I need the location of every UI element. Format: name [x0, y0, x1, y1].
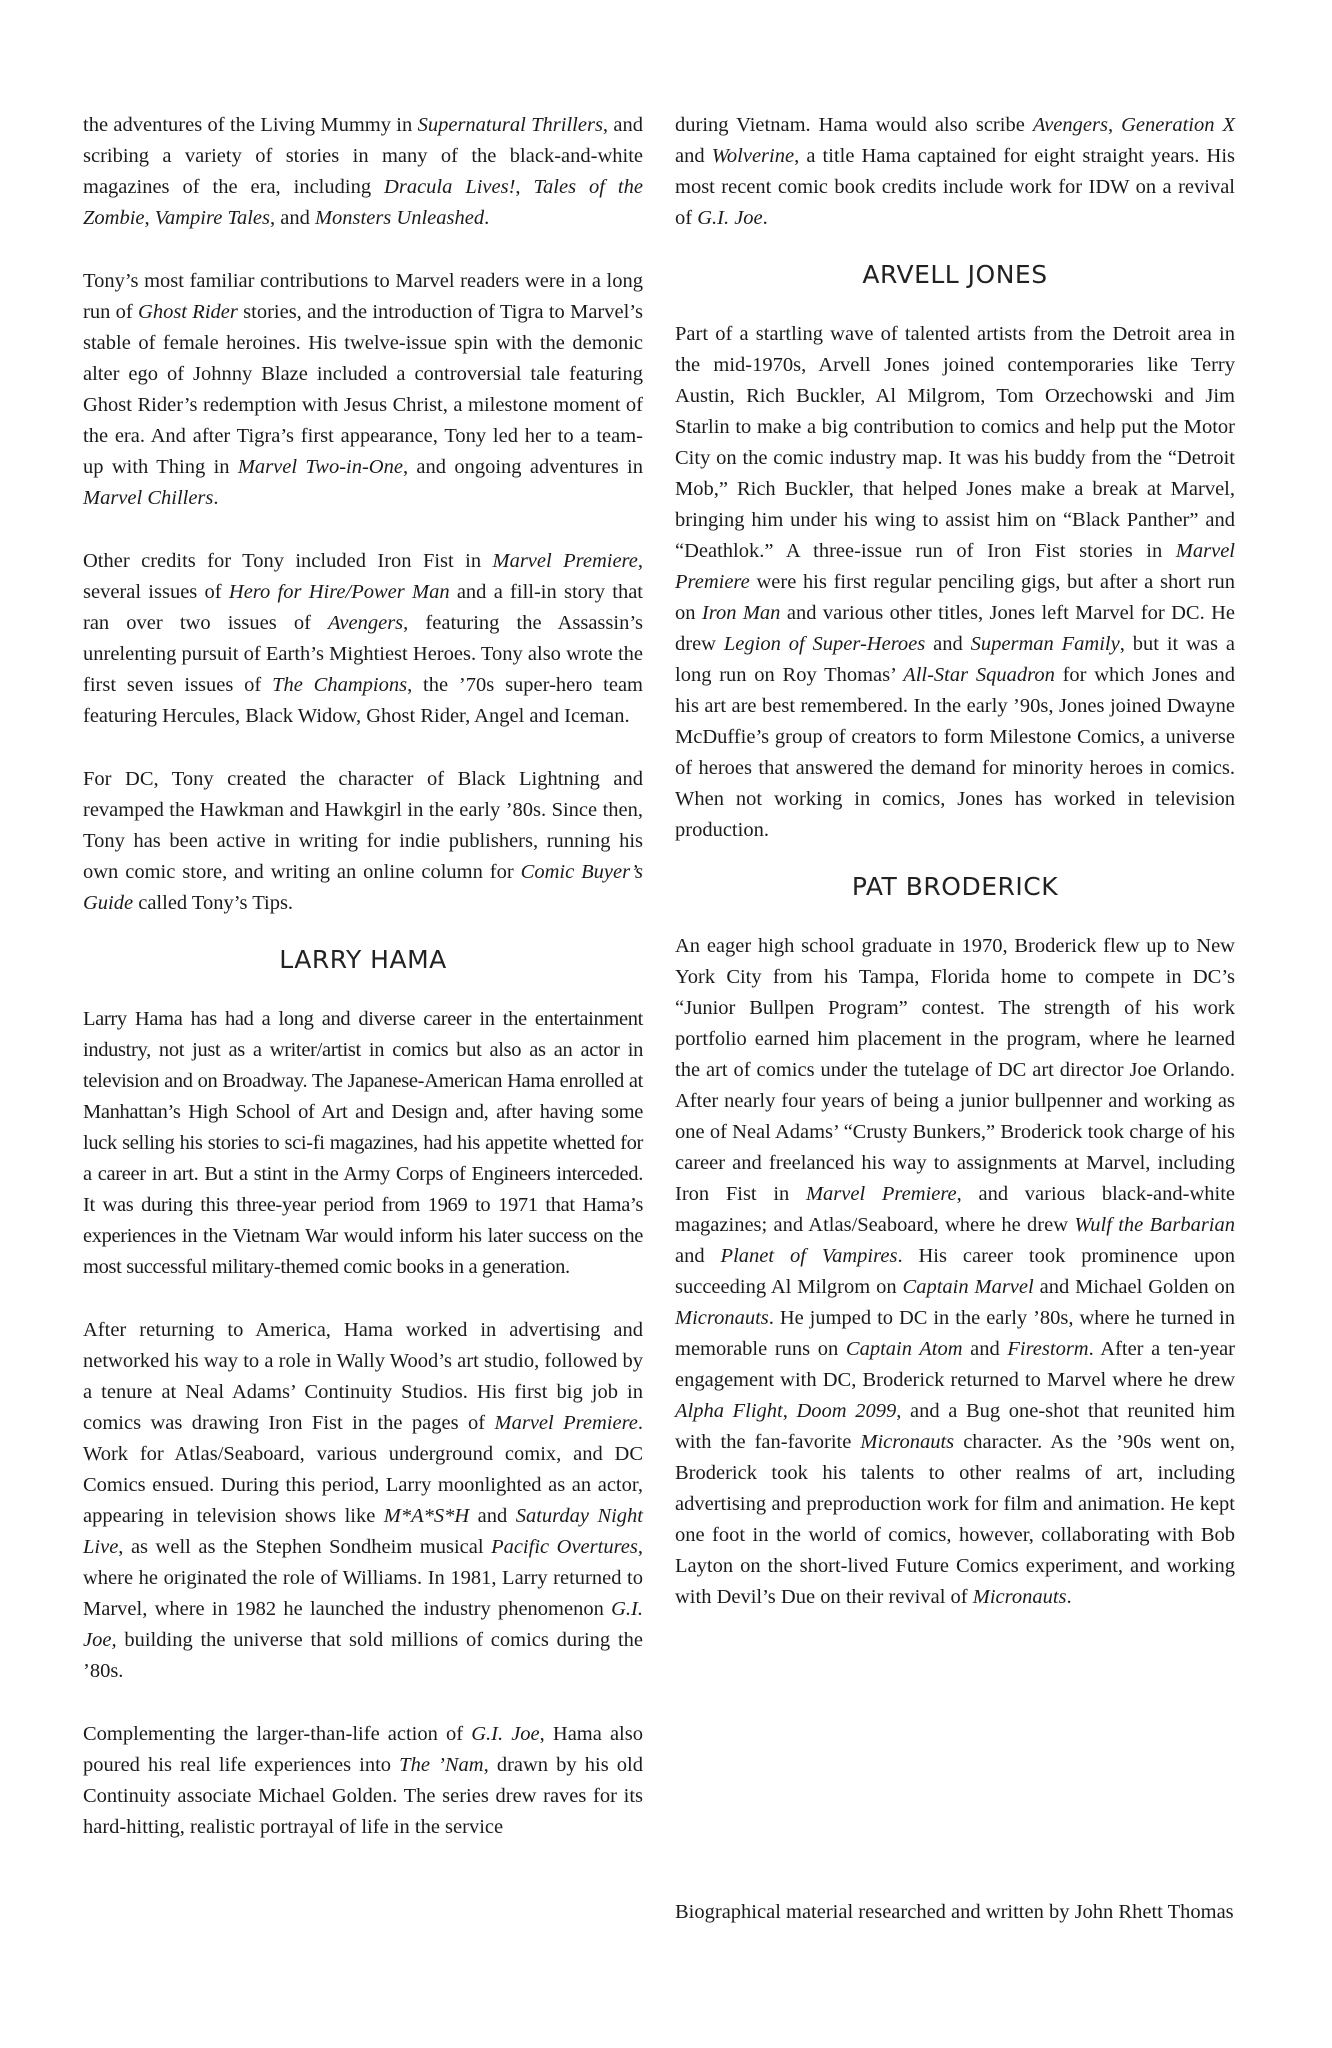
- text-run: . He jumped to DC in the early ’80s, where he turned in memorable runs on: [675, 1307, 1235, 1360]
- text-run: ,: [1107, 114, 1122, 136]
- text-run: , a title Hama captained for eight straight years. His most recent comic book credits include work for IDW on a revival of: [675, 145, 1235, 229]
- text-run: , but it was a long run on Roy Thomas’: [675, 633, 1235, 686]
- italic-title: Iron Man: [701, 602, 781, 624]
- italic-title: Dracula Lives!: [384, 176, 516, 198]
- italic-title: Hero for Hire/Power Man: [228, 581, 450, 603]
- text-run: .: [484, 207, 490, 229]
- italic-title: Ghost Rider: [138, 301, 238, 323]
- italic-title: G.I. Joe: [471, 1723, 540, 1745]
- italic-title: Firestorm: [1007, 1338, 1089, 1360]
- text-run: Complementing the larger-than-life action of: [83, 1723, 472, 1745]
- paragraph-hama-vietnam: [675, 110, 1235, 234]
- text-run: Tony’s most familiar contributions to Marvel readers were in a long run of: [83, 270, 643, 323]
- italic-title: The ’Nam: [399, 1754, 484, 1776]
- text-run: , featuring the Assassin’s unrelenting pursuit of Earth’s Mightiest Heroes. Tony also wrote the first seven issues of: [83, 612, 643, 696]
- italic-title: Marvel Chillers: [83, 487, 214, 509]
- italic-title: G.I. Joe: [697, 207, 763, 229]
- text-run: Part of a startling wave of talented artists from the Detroit area in the mid-1970s, Arvell Jones joined contemporaries like Terry Austin, Rich Buckler, Al Milgrom, Tom Orzechowski and Jim Starlin to make a big contribution to comics and help put the Motor City on the comic industry map. It was his buddy from the “Detroit Mob,” Rich Buckler, that helped Jones make a break at Marvel, bringing him under his wing to assist him on “Black Panther” and “Deathlok.” A three-issue run of Iron Fist stories in: [675, 323, 1235, 562]
- italic-title: Saturday Night Live: [83, 1505, 644, 1558]
- italic-title: Micronauts: [860, 1431, 955, 1453]
- text-run: during Vietnam. Hama would also scribe: [675, 114, 1033, 136]
- paragraph-jones-bio: [675, 319, 1235, 846]
- text-run: , and scribing a variety of stories in many of the black-and-white magazines of the era, including: [83, 114, 643, 198]
- text-run: for which Jones and his art are best remembered. In the early ’90s, Jones joined Dwayne McDuffie’s group of creators to form Milestone Comics, a universe of heroes that answered the demand for minority heroes in comics. When not working in comics, Jones has worked in television production.: [675, 664, 1235, 841]
- italic-title: Planet of Vampires: [720, 1245, 898, 1267]
- author-credit: Biographical material researched and written by John Rhett Thomas: [675, 1901, 1234, 1923]
- text-run: After returning to America, Hama worked in advertising and networked his way to a role in Wally Wood’s art studio, followed by a tenure at Neal Adams’ Continuity Studios. His first big job in comics was drawing Iron Fist in the pages of: [83, 1319, 643, 1434]
- text-run: called Tony’s Tips.: [133, 892, 294, 914]
- italic-title: Comic Buyer’s Guide: [83, 861, 643, 914]
- paragraph-broderick-bio: [675, 931, 1235, 1613]
- paragraph-other-credits: [83, 546, 643, 732]
- text-run: Other credits for Tony included Iron Fist in: [83, 550, 493, 572]
- text-run: and various other titles, Jones left Marvel for DC. He drew: [675, 602, 1236, 655]
- italic-title: Captain Atom: [845, 1338, 963, 1360]
- italic-title: Pacific Overtures: [491, 1536, 638, 1558]
- left-column: [83, 110, 643, 1875]
- paragraph-ghost-rider: [83, 266, 643, 514]
- text-run: , Hama also poured his real life experiences into: [83, 1723, 643, 1776]
- italic-title: Marvel Premiere: [675, 540, 1235, 593]
- text-run: and: [675, 1245, 721, 1267]
- right-column: [675, 110, 1235, 1645]
- italic-title: Monsters Unleashed: [314, 207, 485, 229]
- text-run: . Work for Atlas/Seaboard, various underground comix, and DC Comics ensued. During this period, Larry moonlighted as an actor, appearing in television shows like: [83, 1412, 644, 1527]
- text-run: . His career took prominence upon succeeding Al Milgrom on: [675, 1245, 1235, 1298]
- text-run: , and: [269, 207, 315, 229]
- italic-title: Doom 2099: [796, 1400, 897, 1422]
- text-run: building the universe that sold millions of comics during the ’80s.: [83, 1629, 643, 1682]
- italic-title: Vampire Tales: [154, 207, 270, 229]
- italic-title: Supernatural Thrillers: [417, 114, 603, 136]
- text-run: and: [962, 1338, 1008, 1360]
- italic-title: Legion of Super-Heroes: [723, 633, 926, 655]
- text-run: ,: [144, 207, 155, 229]
- paragraph-hama-nam: [83, 1719, 643, 1843]
- italic-title: Avengers: [1032, 114, 1108, 136]
- italic-title: Marvel Premiere: [492, 550, 638, 572]
- text-run: , several issues of: [83, 550, 643, 603]
- text-run: , as well as the Stephen Sondheim musical: [118, 1536, 492, 1558]
- italic-title: Wulf the Barbarian: [1074, 1214, 1236, 1236]
- text-run: .: [762, 207, 768, 229]
- italic-title: Generation X: [1121, 114, 1235, 136]
- italic-title: Micronauts: [675, 1307, 769, 1329]
- italic-title: Wolverine: [711, 145, 795, 167]
- italic-title: Marvel Premiere: [805, 1183, 957, 1205]
- text-run: stories, and the introduction of Tigra to Marvel’s stable of female heroines. His twelve-issue spin with the demonic alter ego of Johnny Blaze included a controversial tale featuring Ghost Rider’s redemption with Jesus Christ, a milestone moment of the era. And after Tigra’s first appearance, Tony led her to a team-up with Thing in: [83, 301, 643, 478]
- italic-title: Alpha Flight: [675, 1400, 783, 1422]
- text-run: Larry Hama has had a long and diverse career in the entertainment industry, not just as a writer/artist in comics but also as an actor in television and on Broadway. The Japanese-American Hama enrolled at Manhattan’s High School of Art and Design and, after having some luck selling his stories to sci-fi magazines, had his appetite whetted for a career in art. But a stint in the Army Corps of Engineers interceded. It was during this three-year period from 1969 to 1971 that Hama’s experiences in the Vietnam War would inform his later success on the most successful military-themed comic books in a generation.: [83, 1008, 643, 1278]
- text-run: and: [925, 633, 971, 655]
- heading-pat-broderick: PAT BRODERICK: [851, 872, 1059, 901]
- text-run: .: [1066, 1586, 1072, 1608]
- italic-title: Avengers: [328, 612, 404, 634]
- heading-arvell-jones: ARVELL JONES: [862, 260, 1048, 289]
- text-run: , where he originated the role of Williams. In 1981, Larry returned to Marvel, where in 1982 he launched the industry phenomenon: [83, 1536, 643, 1620]
- text-run: and a fill-in story that ran over two issues of: [83, 581, 644, 634]
- text-run: ,: [515, 176, 534, 198]
- text-run: , and a Bug one-shot that reunited him with the fan-favorite: [675, 1400, 1236, 1453]
- text-run: .: [213, 487, 219, 509]
- italic-title: All-Star Squadron: [903, 664, 1055, 686]
- italic-title: Marvel Two-in-One: [237, 456, 403, 478]
- text-run: character. As the ’90s went on, Broderick took his talents to other realms of art, including advertising and preproduction work for film and animation. He kept one foot in the world of comics, however, collaborating with Bob Layton on the short-lived Future Comics experiment, and working with Devil’s Due on their revival of: [675, 1431, 1236, 1608]
- text-run: For DC, Tony created the character of Black Lightning and revamped the Hawkman and Hawkgirl in the early ’80s. Since then, Tony has been active in writing for indie publishers, running his own comic store, and writing an online column for: [83, 768, 643, 883]
- italic-title: Tales of the Zombie: [83, 176, 643, 229]
- text-run: and: [469, 1505, 516, 1527]
- italic-title: Captain Marvel: [902, 1276, 1034, 1298]
- text-run: and: [675, 145, 712, 167]
- paragraph-hama-returning: [83, 1315, 643, 1687]
- paragraph-hama-career: [83, 1004, 643, 1283]
- italic-title: Marvel Premiere: [494, 1412, 638, 1434]
- text-run: . After a ten-year engagement with DC, Broderick returned to Marvel where he drew: [675, 1338, 1236, 1391]
- paragraph-supernatural: [83, 110, 643, 234]
- italic-title: Superman Family: [970, 633, 1120, 655]
- text-run: and Michael Golden on: [1033, 1276, 1235, 1298]
- text-run: , and various black-and-white magazines; and Atlas/Seaboard, where he drew: [675, 1183, 1236, 1236]
- italic-title: The Champions: [272, 674, 408, 696]
- italic-title: G.I. Joe,: [83, 1598, 643, 1651]
- text-run: , drawn by his old Continuity associate Michael Golden. The series drew raves for its hard-hitting, realistic portrayal of life in the service: [83, 1754, 643, 1838]
- paragraph-dc-work: [83, 764, 643, 919]
- heading-larry-hama: LARRY HAMA: [279, 945, 447, 974]
- text-run: , the ’70s super-hero team featuring Hercules, Black Widow, Ghost Rider, Angel and Iceman.: [83, 674, 643, 727]
- italic-title: Micronauts: [972, 1586, 1067, 1608]
- italic-title: M*A*S*H: [383, 1505, 470, 1527]
- text-run: the adventures of the Living Mummy in: [83, 114, 418, 136]
- text-run: , and ongoing adventures in: [402, 456, 643, 478]
- text-run: An eager high school graduate in 1970, Broderick flew up to New York City from his Tampa, Florida home to compete in DC’s “Junior Bullpen Program” contest. The strength of his work portfolio earned him placement in the program, where he learned the art of comics under the tutelage of DC art director Joe Orlando. After nearly four years of being a junior bullpenner and working as one of Neal Adams’ “Crusty Bunkers,” Broderick took charge of his career and freelanced his way to assignments at Marvel, including Iron Fist in: [675, 935, 1235, 1205]
- text-run: ,: [782, 1400, 797, 1422]
- text-run: were his first regular penciling gigs, but after a short run on: [675, 571, 1235, 624]
